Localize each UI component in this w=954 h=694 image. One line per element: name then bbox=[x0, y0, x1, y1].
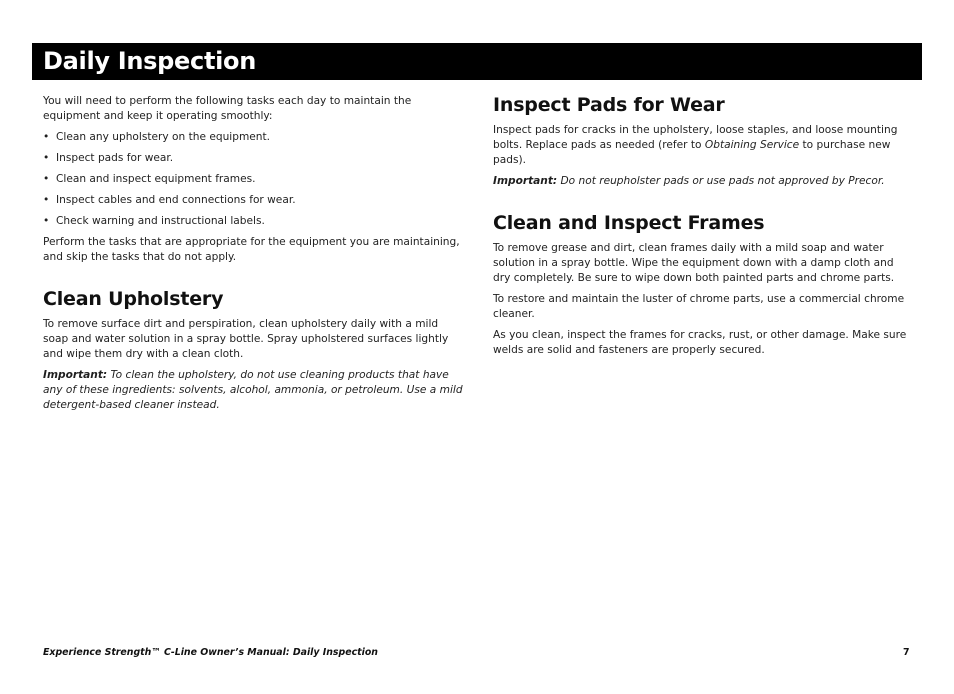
task-text: Clean and inspect equipment frames. bbox=[56, 173, 256, 185]
list-item bbox=[43, 130, 463, 145]
list-item bbox=[43, 151, 463, 166]
bullet: • bbox=[43, 215, 50, 227]
task-text: Inspect cables and end connections for wear. bbox=[56, 194, 296, 206]
daily-task-list bbox=[43, 130, 463, 229]
inspect-pads-body bbox=[493, 123, 913, 168]
important-label: Important: bbox=[493, 175, 558, 187]
page-title-bar bbox=[32, 43, 922, 80]
bullet: • bbox=[43, 173, 50, 185]
task-text: Check warning and instructional labels. bbox=[56, 215, 265, 227]
inspect-pads-important-note bbox=[493, 174, 913, 189]
page-title: Daily Inspection bbox=[43, 47, 257, 75]
clean-upholstery-body: To remove surface dirt and perspiration, clean upholstery daily with a mild soap and water solution in a spray bottle. Spray upholstered surfaces lightly and wipe them dry with a clean cloth. bbox=[43, 318, 449, 360]
list-item bbox=[43, 193, 463, 208]
bullet: • bbox=[43, 194, 50, 206]
inspect-pads-heading: Inspect Pads for Wear bbox=[493, 94, 725, 116]
obtaining-service-reference: Obtaining Service bbox=[704, 139, 800, 151]
pads-body-text-end: to purchase new pads). bbox=[493, 139, 891, 166]
clean-upholstery-heading: Clean Upholstery bbox=[43, 288, 224, 310]
clean-upholstery-important-note bbox=[43, 368, 463, 413]
pads-body-text: Inspect pads for cracks in the upholstery, loose staples, and loose mounting bolts. Replace pads as needed (refer to bbox=[493, 124, 898, 151]
clean-frames-paragraph: As you clean, inspect the frames for cracks, rust, or other damage. Make sure welds are solid and fasteners are properly secured. bbox=[493, 329, 907, 356]
list-item bbox=[43, 172, 463, 187]
bullet: • bbox=[43, 131, 50, 143]
important-text: Do not reupholster pads or use pads not approved by Precor. bbox=[557, 175, 885, 187]
task-text: Inspect pads for wear. bbox=[56, 152, 174, 164]
footer-document-title: Experience Strength™ C-Line Owner’s Manual: Daily Inspection bbox=[43, 647, 378, 658]
clean-frames-paragraph: To restore and maintain the luster of chrome parts, use a commercial chrome cleaner. bbox=[493, 293, 905, 320]
list-item bbox=[43, 214, 463, 229]
important-label: Important: bbox=[43, 369, 108, 381]
task-text: Clean any upholstery on the equipment. bbox=[56, 131, 271, 143]
intro-paragraph: You will need to perform the following tasks each day to maintain the equipment and keep it operating smoothly: bbox=[43, 95, 412, 122]
clean-frames-paragraph: To remove grease and dirt, clean frames daily with a mild soap and water solution in a spray bottle. Wipe the equipment down with a damp cloth and dry completely. Be sure to wipe down both painted parts and chrome parts. bbox=[493, 242, 895, 284]
left-column bbox=[43, 94, 463, 419]
intro-closing-paragraph: Perform the tasks that are appropriate for the equipment you are maintaining, and skip the tasks that do not apply. bbox=[43, 236, 460, 263]
footer-page-number: 7 bbox=[903, 647, 910, 658]
important-text: To clean the upholstery, do not use cleaning products that have any of these ingredients: solvents, alcohol, ammonia, or petroleum. Use a mild detergent-based cleaner instead. bbox=[43, 369, 463, 411]
clean-frames-heading: Clean and Inspect Frames bbox=[493, 212, 765, 234]
right-column bbox=[493, 94, 913, 364]
bullet: • bbox=[43, 152, 50, 164]
